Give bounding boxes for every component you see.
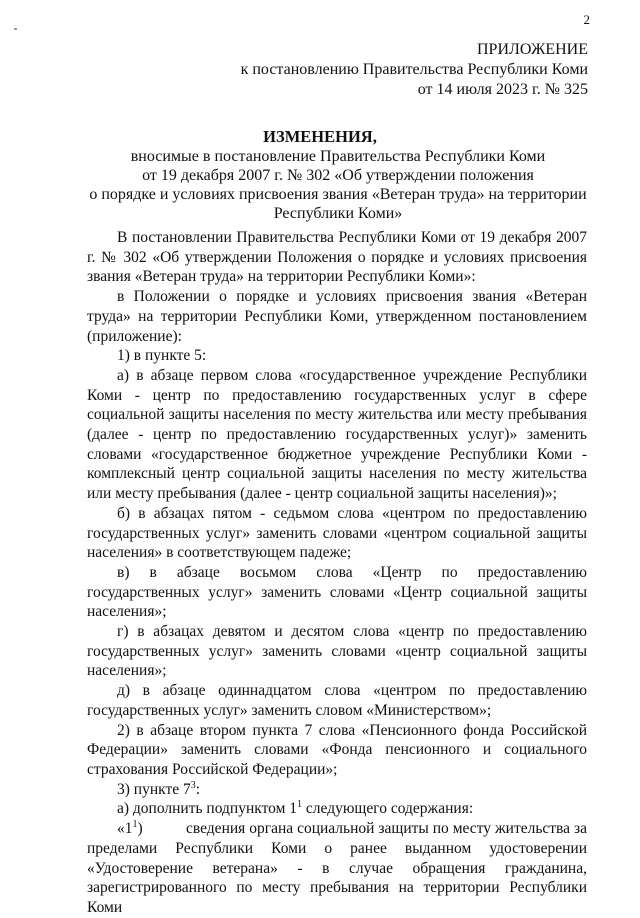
paragraph-item-1v: в) в абзаце восьмом слова «Центр по предоставлению государственных услуг» заменить словами «Центр социальной защиты населения»; xyxy=(87,563,587,621)
item-3a-superscript: 1 xyxy=(297,799,303,811)
subtitle-line-4: Республики Коми» xyxy=(273,205,403,222)
item-3a-text: а) дополнить подпунктом 1 xyxy=(117,800,298,818)
subitem-text: сведения органа социальной защиты по месту жительства за пределами Республики Коми о ранее выданном удостоверении «Удостоверение ветерана» - в случае обращения гражданина, зарегистрированного по месту пребывания на территории Республики Коми xyxy=(87,820,587,916)
paragraph-item-3a xyxy=(87,799,587,819)
scan-speck xyxy=(14,28,17,30)
paragraph-item-1d: д) в абзаце одиннадцатом слова «центром по предоставлению государственных услуг» заменить словом «Министерством»; xyxy=(87,682,587,719)
paragraph-regulation: в Положении о порядке и условиях присвоения звания «Ветеран труда» на территории Республики Коми, утвержденном постановлением (приложение): xyxy=(87,288,587,345)
item-3-colon: : xyxy=(195,780,201,798)
subitem-close: ) xyxy=(137,820,143,838)
subtitle-line-2: от 19 декабря 2007 г. № 302 «Об утверждении положения xyxy=(142,167,534,184)
paragraph-item-1b: б) в абзацах пятом - седьмом слова «центром по предоставлению государственных услуг» заменить словами «центром социальной защиты населения» в соответствующем падеже; xyxy=(87,504,587,562)
paragraph-item-2: 2) в абзаце втором пункта 7 слова «Пенсионного фонда Российской Федерации» заменить словами «Фонда пенсионного и социального страхования Российской Федерации»; xyxy=(87,721,587,778)
item-3a-end: следующего содержания: xyxy=(302,800,474,818)
subtitle-line-1: вносимые в постановление Правительства Республики Коми xyxy=(130,148,546,165)
annex-block xyxy=(168,40,588,100)
paragraph-item-1g: г) в абзацах девятом и десятом слова «центр по предоставлению государственных услуг» заменить словами «центр социальной защиты населения»; xyxy=(87,623,587,680)
annex-line-2: к постановлению Правительства Республики Коми xyxy=(240,61,588,78)
annex-line-3: от 14 июля 2023 г. № 325 xyxy=(417,81,588,98)
document-subtitle xyxy=(68,147,608,223)
item-3-superscript: 3 xyxy=(190,779,196,791)
subtitle-line-3: о порядке и условиях присвоения звания «Ветеран труда» на территории xyxy=(89,186,587,203)
paragraph-item-1a: а) в абзаце первом слова «государственное учреждение Республики Коми - центр по предоставлению государственных услуг в сфере социальной защиты населения по месту жительства или месту пребывания (далее - центр по предоставлению государственных услуг)» заменить словами «государственное бюджетное учреждение Республики Коми - комплексный центр социальной защиты населения по месту жительства или месту пребывания (далее - центр социальной защиты населения)»; xyxy=(87,366,587,503)
paragraph-intro: В постановлении Правительства Республики Коми от 19 декабря 2007 г. № 302 «Об утверждении Положения о порядке и условиях присвоения звания «Ветеран труда» на территории Республики Коми»: xyxy=(87,229,587,286)
paragraph-item-3 xyxy=(87,780,587,800)
document-title: ИЗМЕНЕНИЯ, xyxy=(263,127,377,146)
document-body xyxy=(87,228,587,918)
subitem-open: «1 xyxy=(117,820,133,838)
page-number: 2 xyxy=(583,12,590,27)
annex-title: ПРИЛОЖЕНИЕ xyxy=(476,41,588,58)
paragraph-item-1: 1) в пункте 5: xyxy=(117,347,207,365)
subitem-superscript: 1 xyxy=(132,818,138,830)
item-3-text: 3) пункте 7 xyxy=(117,780,191,798)
